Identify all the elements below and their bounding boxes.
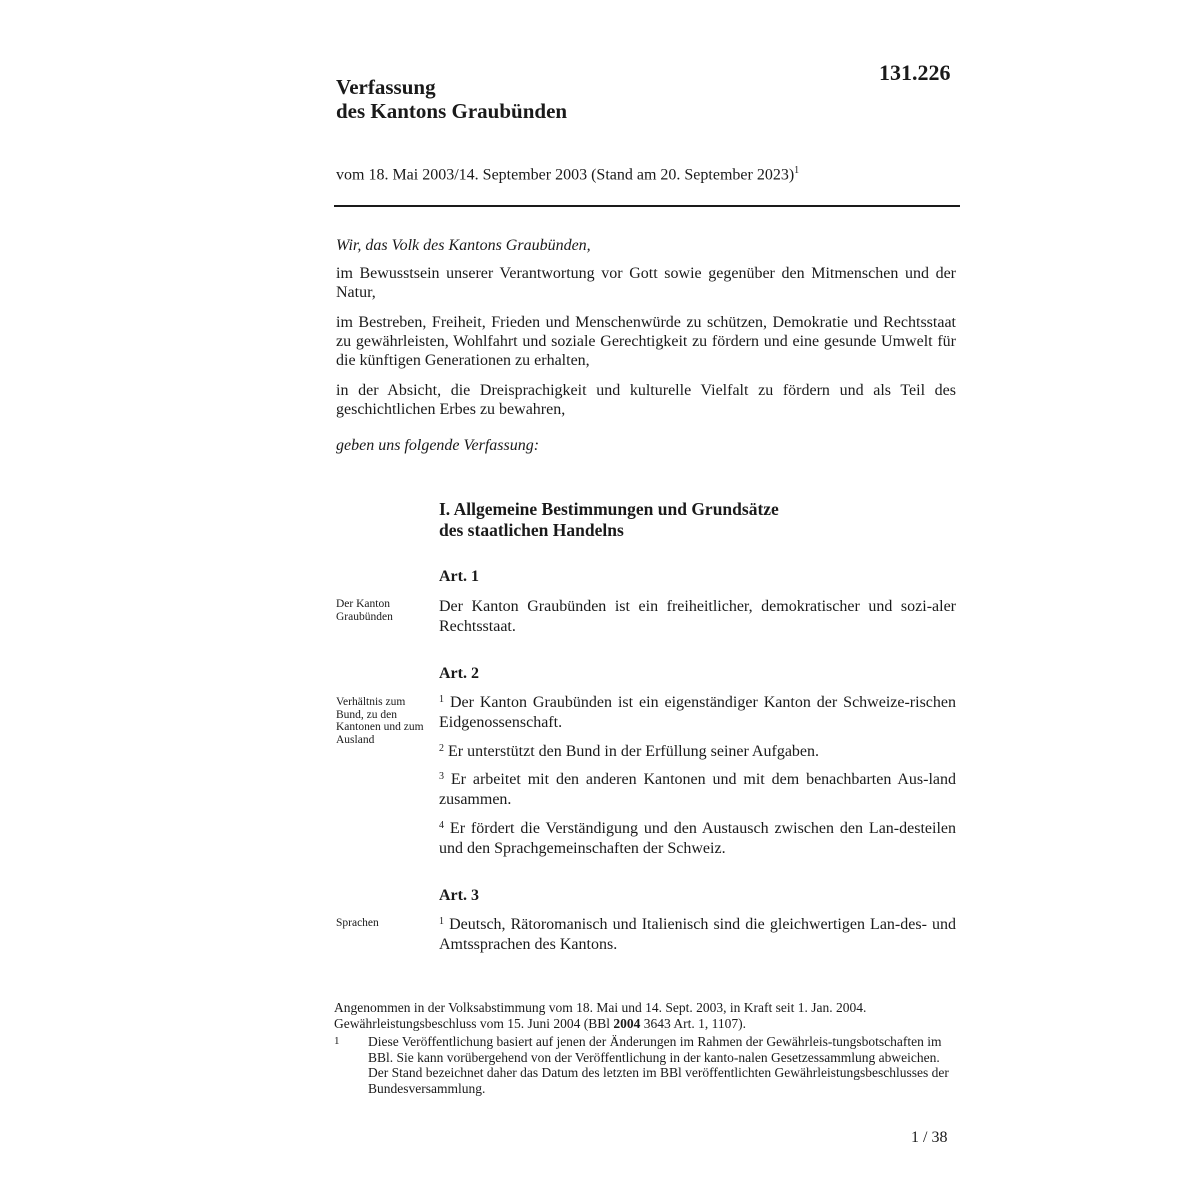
article-1-paragraph: Der Kanton Graubünden ist ein freiheitlicher, demokratischer und sozi-aler Rechtsstaat. bbox=[439, 598, 956, 635]
preamble-closing: geben uns folgende Verfassung: bbox=[336, 437, 540, 454]
article-1-title: Art. 1 bbox=[439, 568, 479, 585]
footnote-number: 1 bbox=[334, 1035, 340, 1047]
preamble-paragraph-2: im Bestreben, Freiheit, Frieden und Menschenwürde zu schützen, Demokratie und Rechtsstaat zu gewährleisten, Wohlfahrt und soziale Gerechtigkeit zu fördern und eine gesunde Umwelt für die künftigen Generationen zu erhalten, bbox=[336, 314, 956, 369]
paragraph-number: 4 bbox=[439, 820, 444, 831]
article-2-margin-note: Verhältnis zum Bund, zu den Kantonen und zum Ausland bbox=[336, 696, 424, 746]
sr-number: 131.226 bbox=[879, 60, 951, 85]
date-text: vom 18. Mai 2003/14. September 2003 (Stand am 20. September 2023) bbox=[336, 166, 795, 184]
section-heading-line-1: I. Allgemeine Bestimmungen und Grundsätze bbox=[439, 499, 779, 519]
preamble-intro: Wir, das Volk des Kantons Graubünden, bbox=[336, 237, 591, 254]
adoption-text-part-2: 3643 Art. 1, 1107). bbox=[640, 1016, 746, 1031]
footnote-1 bbox=[334, 1034, 954, 1096]
article-2-paragraph-3 bbox=[439, 770, 956, 809]
article-1-margin-note: Der Kanton Graubünden bbox=[336, 598, 393, 623]
article-3-paragraph-1 bbox=[439, 915, 956, 954]
article-2-paragraph-4 bbox=[439, 819, 956, 858]
section-heading-line-2: des staatlichen Handelns bbox=[439, 520, 624, 540]
adoption-year-bold: 2004 bbox=[613, 1016, 641, 1031]
paragraph-number: 1 bbox=[439, 916, 444, 927]
article-3-title: Art. 3 bbox=[439, 887, 479, 904]
title-line-1: Verfassung bbox=[336, 75, 436, 99]
paragraph-text: Der Kanton Graubünden ist ein eigenständiger Kanton der Schweize-rischen Eidgenossenschaft. bbox=[439, 694, 957, 731]
header-divider bbox=[334, 205, 960, 207]
date-footnote-ref[interactable]: 1 bbox=[794, 165, 800, 176]
article-3-margin-note: Sprachen bbox=[336, 917, 379, 929]
article-2-paragraph-2 bbox=[439, 742, 956, 762]
preamble-paragraph-3: in der Absicht, die Dreisprachigkeit und kulturelle Vielfalt zu fördern und als Teil des geschichtlichen Erbes zu bewahren, bbox=[336, 382, 956, 418]
paragraph-text: Er fördert die Verständigung und den Austausch zwischen den Lan-desteilen und den Sprachgemeinschaften der Schweiz. bbox=[439, 820, 957, 857]
document-date bbox=[336, 165, 799, 184]
adoption-text-part-1: Angenommen in der Volksabstimmung vom 18. Mai und 14. Sept. 2003, in Kraft seit 1. Jan. 2004. Gewährleistungsbeschluss vom 15. Juni 2004 (BBl bbox=[334, 1000, 867, 1031]
footnote-text: Diese Veröffentlichung basiert auf jenen der Änderungen im Rahmen der Gewährleis-tungsbotschaften im BBl. Sie kann vorübergehend von der Veröffentlichung in der kanto-nalen Gesetzessammlung abweichen. Der Stand bezeichnet daher das Datum des letzten im BBl veröffentlichten Gewährleistungsbeschlusses der Bundesversammlung. bbox=[368, 1034, 949, 1096]
paragraph-text: Deutsch, Rätoromanisch und Italienisch sind die gleichwertigen Lan-des- und Amtssprachen des Kantons. bbox=[439, 916, 957, 953]
page-number: 1 / 38 bbox=[911, 1129, 948, 1146]
preamble-paragraph-1: im Bewusstsein unserer Verantwortung vor Gott sowie gegenüber den Mitmenschen und der Natur, bbox=[336, 265, 956, 301]
paragraph-number: 1 bbox=[439, 694, 444, 705]
paragraph-text: Er unterstützt den Bund in der Erfüllung seiner Aufgaben. bbox=[448, 743, 820, 760]
article-2-title: Art. 2 bbox=[439, 665, 479, 682]
paragraph-number: 2 bbox=[439, 743, 444, 754]
paragraph-text: Er arbeitet mit den anderen Kantonen und mit dem benachbarten Aus-land zusammen. bbox=[439, 771, 957, 808]
adoption-note bbox=[334, 1000, 954, 1032]
article-2-paragraph-1 bbox=[439, 693, 956, 732]
document-title bbox=[336, 75, 567, 123]
section-heading bbox=[439, 499, 779, 541]
paragraph-number: 3 bbox=[439, 771, 444, 782]
title-line-2: des Kantons Graubünden bbox=[336, 99, 568, 123]
